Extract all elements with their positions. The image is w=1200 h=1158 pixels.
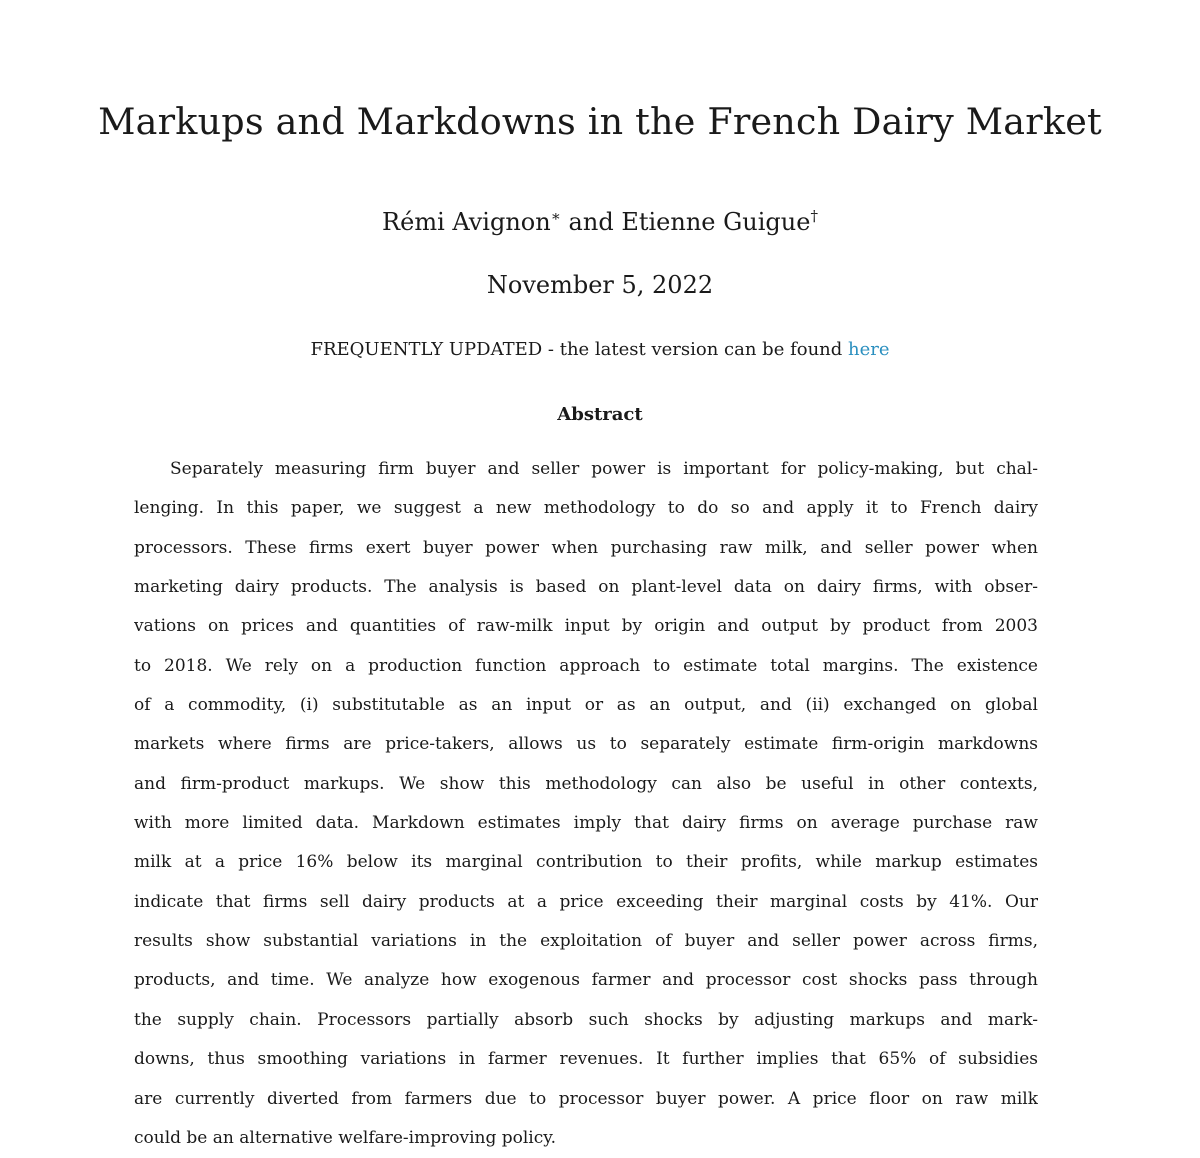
abstract-line: vations on prices and quantities of raw-milk input by origin and output by product from 2003 — [134, 616, 1038, 637]
author-conjunction: and — [568, 208, 614, 236]
abstract-line: could be an alternative welfare-improving policy. — [134, 1127, 557, 1148]
abstract-body — [134, 450, 1038, 1158]
author-footnote-mark: † — [810, 207, 818, 225]
paper-date: November 5, 2022 — [486, 271, 714, 299]
abstract-line: indicate that firms sell dairy products at a price exceeding their marginal costs by 41%. Our — [134, 891, 1038, 912]
abstract-line: marketing dairy products. The analysis is based on plant-level data on dairy firms, with obser- — [134, 577, 1038, 598]
abstract-line: are currently diverted from farmers due to processor buyer power. A price floor on raw milk — [134, 1088, 1038, 1109]
abstract-line: the supply chain. Processors partially absorb such shocks by adjusting markups and mark- — [134, 1009, 1038, 1030]
abstract-line: processors. These firms exert buyer power when purchasing raw milk, and seller power when — [134, 537, 1038, 558]
abstract-line: products, and time. We analyze how exogenous farmer and processor cost shocks pass through — [134, 970, 1038, 991]
author-name: Etienne Guigue — [621, 208, 811, 236]
abstract-heading: Abstract — [557, 404, 643, 425]
abstract-line: Separately measuring firm buyer and seller power is important for policy-making, but chal- — [170, 459, 1038, 479]
author-name: Rémi Avignon — [382, 208, 551, 236]
abstract-line: results show substantial variations in the exploitation of buyer and seller power across firms, — [134, 931, 1038, 952]
abstract-line: with more limited data. Markdown estimates imply that dairy firms on average purchase raw — [134, 813, 1038, 834]
author-line — [0, 205, 1200, 239]
abstract-line: and firm-product markups. We show this methodology can also be useful in other contexts, — [134, 773, 1038, 794]
abstract-line: to 2018. We rely on a production function approach to estimate total margins. The existence — [134, 655, 1038, 676]
abstract-line: milk at a price 16% below its marginal contribution to their profits, while markup estimates — [134, 852, 1038, 873]
abstract-line: downs, thus smoothing variations in farmer revenues. It further implies that 65% of subsidies — [134, 1049, 1038, 1070]
abstract-line: markets where firms are price-takers, allows us to separately estimate firm-origin markdowns — [134, 734, 1038, 755]
abstract-line: of a commodity, (i) substitutable as an input or as an output, and (ii) exchanged on global — [134, 695, 1038, 716]
author-footnote-mark: ∗ — [550, 207, 561, 225]
latest-version-link[interactable]: here — [848, 339, 890, 360]
paper-title: Markups and Markdowns in the French Dairy Market — [98, 100, 1102, 143]
update-notice — [0, 336, 1200, 364]
abstract-line: lenging. In this paper, we suggest a new methodology to do so and apply it to French dairy — [134, 498, 1038, 519]
update-notice-text: FREQUENTLY UPDATED - the latest version can be found — [310, 339, 843, 360]
